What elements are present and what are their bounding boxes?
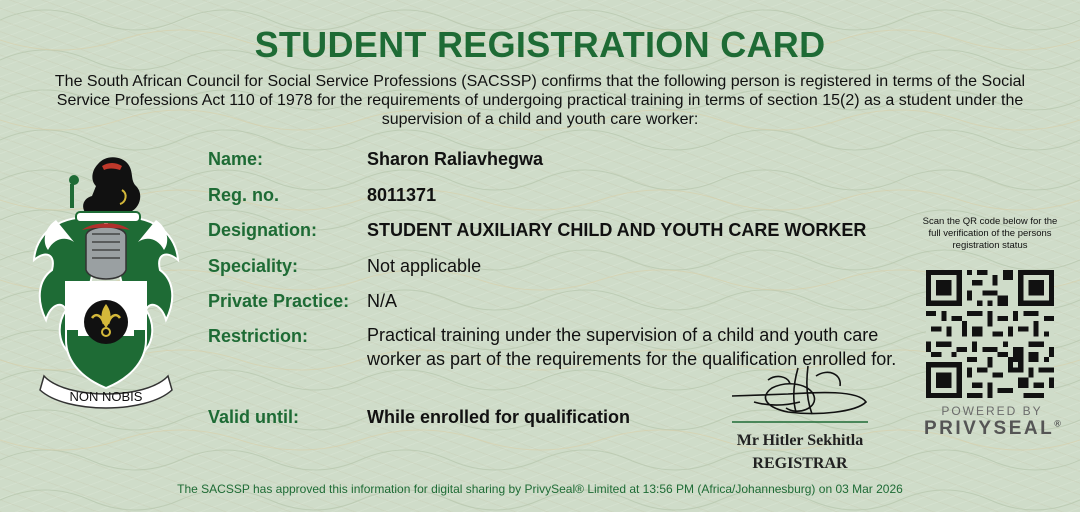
- registrar-title: REGISTRAR: [752, 455, 848, 472]
- registrar-signature: [728, 362, 878, 426]
- valid-until-label: Valid until:: [208, 407, 300, 427]
- card-intro: The South African Council for Social Service Professions (SACSSP) confirms that the following person is registered in terms of the Social Service Professions Act 110 of 1978 for the requirements of undergoing practical training in terms of section 15(2) as a student under the supervision of a child and youth care worker:: [54, 73, 1026, 128]
- reg-no-label: Reg. no.: [208, 185, 279, 205]
- powered-by-label: POWERED BY: [941, 404, 1043, 418]
- private-practice-label: Private Practice:: [208, 291, 350, 311]
- card-title: STUDENT REGISTRATION CARD: [254, 24, 826, 65]
- registrar-name: Mr Hitler Sekhitla: [736, 432, 864, 449]
- speciality-value: Not applicable: [367, 256, 482, 276]
- crest-motto: NON NOBIS: [69, 389, 143, 404]
- name-value: Sharon Raliavhegwa: [367, 149, 544, 169]
- privyseal-logo: [924, 418, 1060, 440]
- qr-code[interactable]: [926, 270, 1054, 398]
- privyseal-registered-mark: ®: [1054, 418, 1061, 429]
- reg-no-value: 8011371: [367, 185, 437, 205]
- coat-of-arms-icon: [26, 150, 186, 410]
- designation-label: Designation:: [208, 220, 318, 240]
- speciality-label: Speciality:: [208, 256, 299, 276]
- private-practice-value: N/A: [367, 291, 398, 311]
- footer-approval-note: The SACSSP has approved this information for digital sharing by PrivySeal® Limited at 13:56 PM (Africa/Johannesburg) on 03 Mar 2026: [177, 482, 903, 496]
- designation-value: STUDENT AUXILIARY CHILD AND YOUTH CARE WORKER: [367, 220, 867, 240]
- restriction-value: Practical training under the supervision of a child and youth care worker as part of the requirements for the qualification enrolled for.: [367, 325, 897, 369]
- restriction-label: Restriction:: [208, 326, 309, 346]
- valid-until-value: While enrolled for qualification: [367, 407, 631, 427]
- qr-instructions: Scan the QR code below for the full verification of the persons registration status: [922, 216, 1058, 251]
- name-label: Name:: [208, 149, 264, 169]
- privyseal-brand: PRIVYSEAL: [924, 418, 1055, 439]
